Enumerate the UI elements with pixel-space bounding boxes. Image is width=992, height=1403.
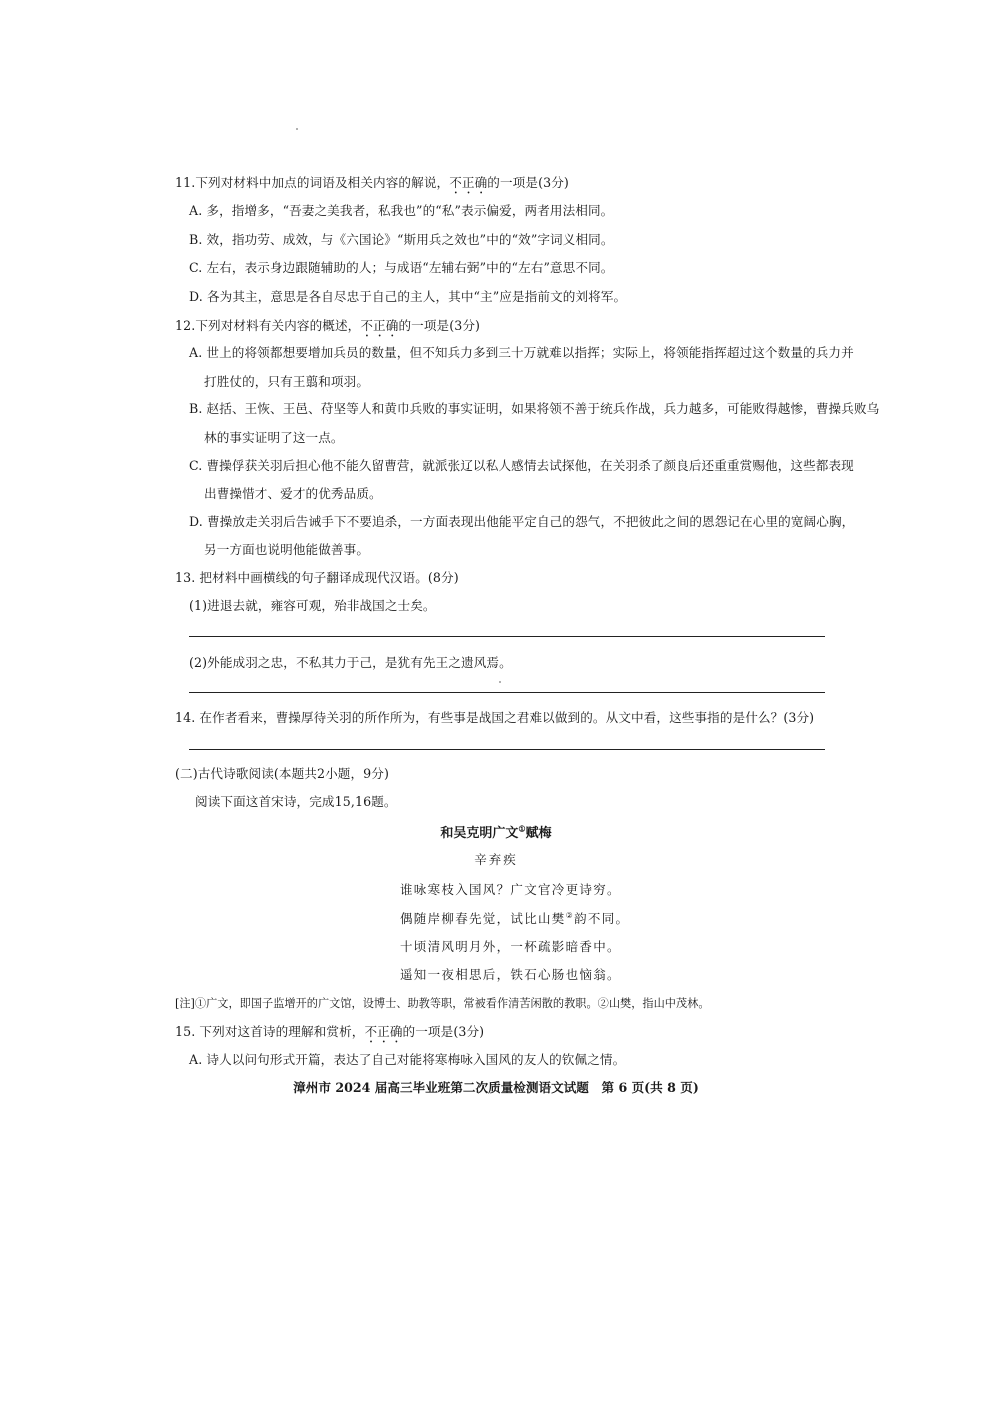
q12-option-a-cont: 打胜仗的，只有王翦和项羽。 [204, 374, 370, 389]
q11-option-d: D. 各为其主，意思是各自尽忠于自己的主人，其中“主”应是指前文的刘将军。 [189, 289, 627, 304]
scan-speck [296, 128, 298, 130]
poem-line-1: 谁咏寒枝入国风？广文官冷更诗穷。 [400, 882, 621, 897]
poem-line-2: 偶随岸柳春先觉，试比山樊②韵不同。 [400, 910, 630, 926]
q12-option-d-cont: 另一方面也说明他能做善事。 [204, 542, 370, 557]
poem-title: 和吴克明广文①赋梅 [440, 823, 552, 841]
q11-option-c: C. 左右，表示身边跟随辅助的人；与成语“左辅右弼”中的“左右”意思不同。 [189, 260, 614, 275]
answer-line[interactable] [189, 749, 825, 750]
answer-line[interactable] [189, 636, 825, 637]
q12-stem: 12.下列对材料有关内容的概述，不正确的一项是(3分) [175, 318, 481, 333]
q12-option-c: C. 曹操俘获关羽后担心他不能久留曹营，就派张辽以私人感情去试探他，在关羽杀了颜良后还重重赏赐他，这些都表现 [189, 458, 854, 473]
q11-stem: 11.下列对材料中加点的词语及相关内容的解说，不正确的一项是(3分) [175, 175, 569, 190]
emphasis-text: 不正确 [449, 175, 488, 190]
page-footer: 漳州市 2024 届高三毕业班第二次质量检测语文试题 第 6 页(共 8 页) [293, 1080, 699, 1095]
emphasis-text: 不正确 [360, 318, 399, 333]
q14-stem: 14. 在作者看来，曹操厚待关羽的所作所为，有些事是战国之君难以做到的。从文中看，这些事指的是什么？(3分) [175, 710, 815, 725]
section-heading: (二)古代诗歌阅读(本题共2小题，9分) [175, 766, 389, 781]
q11-option-b: B. 效，指功劳、成效，与《六国论》“斯用兵之效也”中的“效”字词义相同。 [189, 232, 614, 247]
q13-stem: 13. 把材料中画横线的句子翻译成现代汉语。(8分) [175, 570, 459, 585]
q12-option-c-cont: 出曹操惜才、爱才的优秀品质。 [204, 486, 382, 501]
poem-author: 辛弃疾 [474, 852, 518, 867]
poem-line-3: 十顷清风明月外，一杯疏影暗香中。 [400, 939, 621, 954]
poem-footnote: [注]①广文，即国子监增开的广文馆，设博士、助教等职，常被看作清苦闲散的教职。②山樊，指山中茂林。 [175, 997, 710, 1010]
q13-sentence-2: (2)外能成羽之忠，不私其力于己，是犹有先王之遗风焉。 [189, 655, 512, 670]
poem-line-4: 遥知一夜相思后，铁石心肠也恼翁。 [400, 967, 621, 982]
q12-option-b-cont: 林的事实证明了这一点。 [204, 430, 344, 445]
scan-speck [499, 681, 501, 683]
q15-stem: 15. 下列对这首诗的理解和赏析，不正确的一项是(3分) [175, 1024, 485, 1039]
answer-line[interactable] [189, 692, 825, 693]
q12-option-d: D. 曹操放走关羽后告诫手下不要追杀，一方面表现出他能平定自己的怨气，不把彼此之间的恩怨记在心里的宽阔心胸， [189, 514, 855, 529]
emphasis-text: 不正确 [364, 1024, 403, 1039]
q12-option-a: A. 世上的将领都想要增加兵员的数量，但不知兵力多到三十万就难以指挥；实际上，将领能指挥超过这个数量的兵力并 [189, 345, 854, 360]
q15-option-a: A. 诗人以问句形式开篇，表达了自己对能将寒梅咏入国风的友人的钦佩之情。 [189, 1052, 626, 1067]
section-intro: 阅读下面这首宋诗，完成15,16题。 [195, 794, 397, 809]
q12-option-b: B. 赵括、王恢、王邑、苻坚等人和黄巾兵败的事实证明，如果将领不善于统兵作战，兵力越多，可能败得越惨，曹操兵败乌 [189, 401, 880, 416]
q11-option-a: A. 多，指增多，“吾妻之美我者，私我也”的“私”表示偏爱，两者用法相同。 [189, 203, 614, 218]
q13-sentence-1: (1)进退去就，雍容可观，殆非战国之士矣。 [189, 598, 436, 613]
